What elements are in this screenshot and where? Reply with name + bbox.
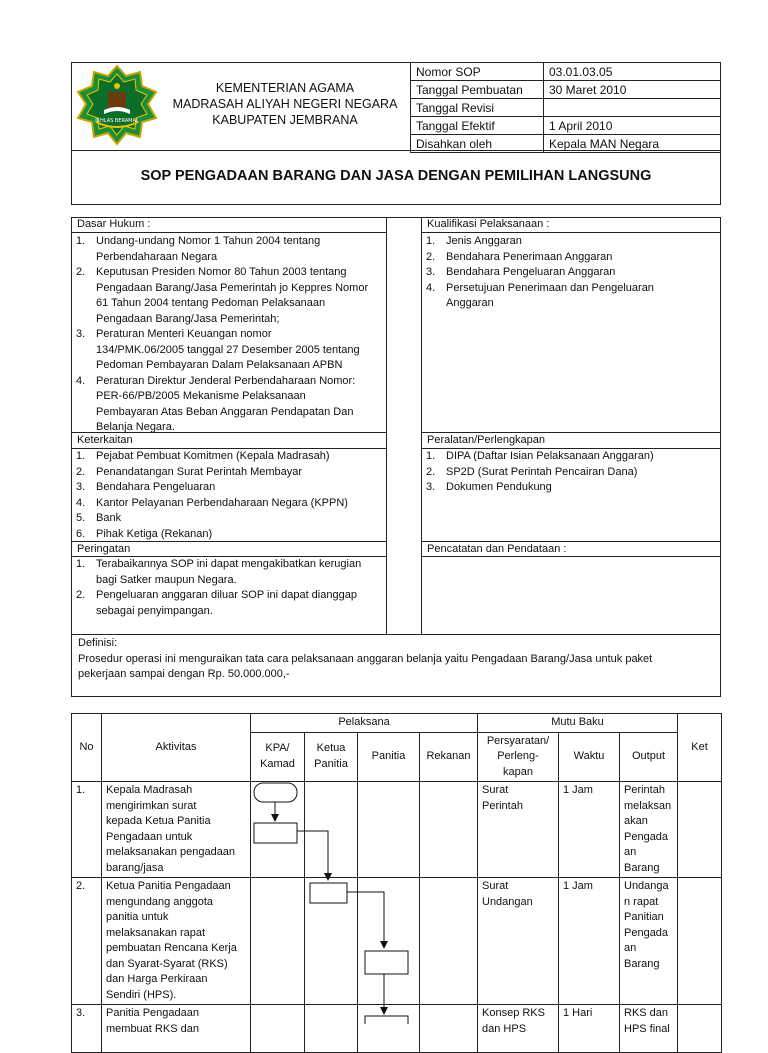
keterkaitan-list (72, 449, 386, 542)
org-line-3: KABUPATEN JEMBRANA (212, 113, 358, 127)
col-no: No (72, 714, 102, 782)
definisi-line-1: Prosedur operasi ini menguraikan tata cara pelaksanaan anggaran belanja yaitu Pengadaan Barang/Jasa untuk paket (78, 652, 653, 665)
flow-row (72, 782, 722, 878)
keterkaitan-title: Keterkaitan (77, 434, 133, 446)
list-item-number: 4. (76, 496, 86, 509)
list-item (422, 480, 720, 496)
col-panitia: Panitia (358, 732, 420, 782)
list-item-number: 2. (426, 250, 436, 263)
list-item (72, 327, 386, 374)
row-no: 1. (72, 782, 102, 878)
meta-row: Tanggal Revisi (411, 99, 721, 117)
cell-panitia (358, 782, 420, 878)
col-rekanan: Rekanan (420, 732, 478, 782)
list-item-line: Dokumen Pendukung (446, 481, 552, 493)
row-waktu: 1 Jam (559, 878, 620, 1005)
grid-col-line (386, 217, 387, 635)
cell-ketua (305, 1005, 358, 1053)
list-item-line: Keputusan Presiden Nomor 80 Tahun 2003 tentang (96, 266, 347, 278)
org-line-1: KEMENTERIAN AGAMA (215, 81, 355, 95)
row-output: Perintah melaksan akan Pengada an Barang (620, 782, 678, 878)
list-item-line: 134/PMK.06/2005 tanggal 27 Desember 2005 tentang (96, 343, 360, 356)
row-ket (678, 1005, 722, 1053)
list-item-number: 2. (76, 589, 86, 601)
row-waktu: 1 Hari (559, 1005, 620, 1053)
col-persyaratan: Persyaratan/ Perleng- kapan (478, 732, 559, 782)
list-item-line: SP2D (Surat Perintah Pencairan Dana) (446, 465, 638, 478)
list-item (72, 527, 386, 543)
list-item-line: Pengeluaran anggaran diluar SOP ini dapat dianggap (96, 589, 357, 601)
list-item-line: Bendahara Pengeluaran (96, 481, 216, 493)
cell-rekanan (420, 878, 478, 1005)
flow-rows (72, 782, 722, 1053)
list-item-line: DIPA (Daftar Isian Pelaksanaan Anggaran) (446, 450, 654, 462)
list-item-line: Bendahara Penerimaan Anggaran (446, 250, 613, 263)
list-item (72, 588, 386, 619)
flow-row (72, 878, 722, 1005)
col-ket: Ket (678, 714, 722, 782)
svg-text:IKHLAS BERAMAL: IKHLAS BERAMAL (95, 118, 139, 124)
cell-ketua (305, 878, 358, 1005)
list-item-number: 3. (76, 328, 86, 340)
row-no: 3. (72, 1005, 102, 1053)
list-item (72, 557, 386, 588)
peringatan-list (72, 557, 386, 619)
list-item (422, 281, 720, 312)
list-item-line: Jenis Anggaran (446, 235, 522, 247)
kemenag-logo (74, 64, 160, 148)
meta-row: Disahkan oleh Kepala MAN Negara (411, 135, 721, 153)
col-ketua-panitia: Ketua Panitia (305, 732, 358, 782)
row-output: RKS dan HPS final (620, 1005, 678, 1053)
meta-row: Tanggal Efektif 1 April 2010 (411, 117, 721, 135)
cell-panitia (358, 878, 420, 1005)
list-item-line: Belanja Negara. (96, 421, 175, 433)
list-item-line: bagi Satker maupun Negara. (96, 573, 237, 586)
list-item (72, 234, 386, 265)
flow-row (72, 1005, 722, 1053)
kualifikasi-title: Kualifikasi Pelaksanaan : (427, 218, 550, 230)
list-item-number: 1. (76, 450, 86, 462)
row-persyaratan: Surat Undangan (478, 878, 559, 1005)
list-item-number: 2. (76, 465, 86, 478)
list-item-number: 3. (426, 481, 436, 493)
org-name (160, 80, 410, 128)
list-item-number: 4. (76, 374, 86, 387)
list-item-number: 1. (76, 235, 86, 247)
cell-kpa (251, 782, 305, 878)
pencatatan-title: Pencatatan dan Pendataan : (427, 543, 567, 555)
list-item-line: Perbendaharaan Negara (96, 250, 218, 263)
row-output: Undanga n rapat Panitian Pengada an Barang (620, 878, 678, 1005)
list-item (72, 449, 386, 465)
list-item-number: 1. (426, 450, 436, 462)
list-item (422, 449, 720, 465)
list-item-line: Undang-undang Nomor 1 Tahun 2004 tentang (96, 235, 321, 247)
list-item-number: 4. (426, 281, 436, 294)
peringatan-title: Peringatan (77, 543, 131, 555)
kualifikasi-list (422, 234, 720, 312)
list-item-line: Persetujuan Penerimaan dan Pengeluaran (446, 281, 654, 294)
col-mutu-baku: Mutu Baku (478, 714, 678, 733)
col-pelaksana: Pelaksana (251, 714, 478, 733)
list-item-line: Pedoman Pembayaran Dalam Pelaksanaan APBN (96, 359, 343, 371)
col-waktu: Waktu (559, 732, 620, 782)
grid-row-line (421, 232, 721, 233)
list-item-line: 61 Tahun 2004 tentang Pedoman Pelaksanaan (96, 297, 326, 309)
meta-row: Tanggal Pembuatan 30 Maret 2010 (411, 81, 721, 99)
cell-rekanan (420, 1005, 478, 1053)
row-no: 2. (72, 878, 102, 1005)
list-item (422, 250, 720, 266)
list-item-line: Pengadaan Barang/Jasa Pemerintah jo Keppres Nomor (96, 281, 369, 294)
row-aktivitas: Kepala Madrasah mengirimkan surat kepada Ketua Panitia Pengadaan untuk melaksanakan pengadaan barang/jasa (102, 782, 251, 878)
list-item-line: Pihak Ketiga (Rekanan) (96, 527, 213, 540)
list-item-number: 1. (76, 558, 86, 570)
row-aktivitas: Panitia Pengadaan membuat RKS dan (102, 1005, 251, 1053)
list-item-number: 3. (426, 266, 436, 278)
meta-row: Nomor SOP 03.01.03.05 (411, 63, 721, 81)
row-aktivitas: Ketua Panitia Pengadaan mengundang anggota panitia untuk melaksanakan rapat pembuatan Rencana Kerja dan Syarat-Syarat (RKS) dan Harga Perkiraan Sendiri (HPS). (102, 878, 251, 1005)
list-item-line: Pembayaran Atas Beban Anggaran Pendapatan Dan (96, 405, 354, 418)
peralatan-list (422, 449, 720, 496)
definisi-title: Definisi: (78, 637, 118, 649)
list-item-number: 3. (76, 481, 86, 493)
list-item (72, 265, 386, 327)
cell-panitia (358, 1005, 420, 1053)
list-item-number: 2. (426, 465, 436, 478)
row-ket (678, 878, 722, 1005)
list-item-number: 6. (76, 527, 86, 540)
list-item-line: Pengadaan Barang/Jasa Pemerintah; (96, 312, 280, 325)
col-kpa: KPA/ Kamad (251, 732, 305, 782)
list-item-line: PER-66/PB/2005 Mekanisme Pelaksanaan (96, 390, 306, 402)
list-item (72, 496, 386, 512)
row-ket (678, 782, 722, 878)
cell-ketua (305, 782, 358, 878)
list-item-line: Peraturan Direktur Jenderal Perbendaharaan Nomor: (96, 374, 356, 387)
flow-table (71, 713, 722, 1053)
list-item (422, 465, 720, 481)
sop-meta-table (410, 62, 721, 153)
list-item (72, 511, 386, 527)
list-item-line: Bank (96, 512, 122, 524)
grid-row-line (71, 232, 386, 233)
org-line-2: MADRASAH ALIYAH NEGERI NEGARA (172, 97, 398, 111)
list-item-line: Kantor Pelayanan Perbendaharaan Negara (KPPN) (96, 496, 348, 509)
list-item (422, 265, 720, 281)
list-item-number: 5. (76, 512, 86, 524)
list-item (72, 374, 386, 436)
list-item-line: Anggaran (446, 297, 494, 309)
peralatan-title: Peralatan/Perlengkapan (427, 434, 546, 446)
list-item-line: Terabaikannya SOP ini dapat mengakibatkan kerugian (96, 558, 362, 570)
row-persyaratan: Surat Perintah (478, 782, 559, 878)
cell-kpa (251, 1005, 305, 1053)
dasar-hukum-list (72, 234, 386, 436)
list-item-line: Peraturan Menteri Keuangan nomor (96, 328, 272, 340)
cell-rekanan (420, 782, 478, 878)
list-item-line: Bendahara Pengeluaran Anggaran (446, 266, 616, 278)
row-waktu: 1 Jam (559, 782, 620, 878)
definisi-line-2: pekerjaan sampai dengan Rp. 50.000.000,- (78, 668, 290, 680)
list-item (422, 234, 720, 250)
list-item-line: Pejabat Pembuat Komitmen (Kepala Madrasah) (96, 450, 330, 462)
list-item-line: Penandatangan Surat Perintah Membayar (96, 465, 303, 478)
list-item (72, 480, 386, 496)
row-persyaratan: Konsep RKS dan HPS (478, 1005, 559, 1053)
list-item-line: sebagai penyimpangan. (96, 604, 213, 617)
list-item-number: 2. (76, 266, 86, 278)
page-title: SOP PENGADAAN BARANG DAN JASA DENGAN PEMILIHAN LANGSUNG (140, 168, 652, 184)
definisi-box (71, 634, 721, 697)
dasar-hukum-title: Dasar Hukum : (77, 218, 151, 230)
col-aktivitas: Aktivitas (102, 714, 251, 782)
cell-kpa (251, 878, 305, 1005)
list-item-number: 1. (426, 235, 436, 247)
col-output: Output (620, 732, 678, 782)
list-item (72, 465, 386, 481)
